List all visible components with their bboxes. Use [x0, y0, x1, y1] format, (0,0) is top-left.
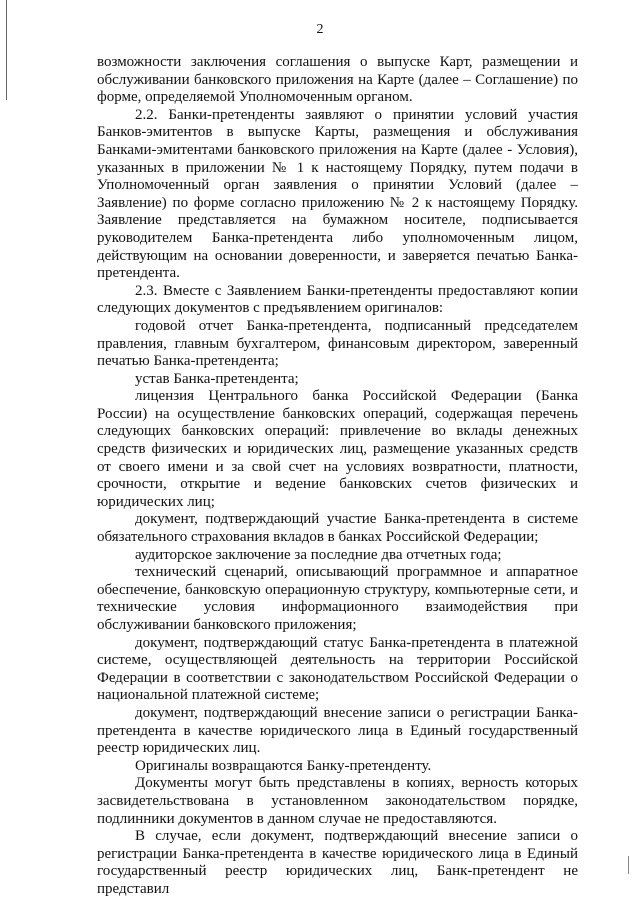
paragraph: возможности заключения соглашения о выпуске Карт, размещении и обслуживании банковского приложения на Карте (далее – Соглашение) по форме, определяемой Уполномоченным органом. [97, 54, 578, 106]
list-item-deposit-insurance: документ, подтверждающий участие Банка-претендента в системе обязательного страхования вкладов в банках Российской Федерации; [97, 511, 578, 546]
list-item-license: лицензия Центрального банка Российской Федерации (Банка России) на осуществление банковских операций, содержащая перечень следующих банковских операций: привлечение во вклады денежных средств физических и юридических лиц, размещение указанных средств от своего имени и за свой счет на условиях возвратности, платности, срочности, открытие и ведение банковских счетов физических и юридических лиц; [97, 388, 578, 510]
paragraph-2-3: 2.3. Вместе с Заявлением Банки-претенденты предоставляют копии следующих документов с предъявлением оригиналов: [97, 282, 578, 317]
list-item-tech-scenario: технический сценарий, описывающий программное и аппаратное обеспечение, банковскую операционную структуру, компьютерные сети, и технические условия информационного взаимодействия при обслуживании банковского приложения; [97, 564, 578, 633]
list-item-annual-report: годовой отчет Банка-претендента, подписанный председателем правления, главным бухгалтером, финансовым директором, заверенный печатью Банка-претендента; [97, 317, 578, 370]
page-number: 2 [316, 22, 324, 37]
document-body [97, 54, 578, 899]
paragraph-case: В случае, если документ, подтверждающий внесение записи о регистрации Банка-претендента в качестве юридического лица в Единый государственный реестр юридических лиц, Банк-претендент не представил [97, 828, 578, 897]
paragraph-2-2: 2.2. Банки-претенденты заявляют о принятии условий участия Банков-эмитентов в выпуске Карты, размещения и обслуживания Банками-эмитентами банковского приложения на Карте (далее - Условия), указанных в приложении № 1 к настоящему Порядку, путем подачи в Уполномоченный орган заявления о принятии Условий (далее – Заявление) по форме согласно приложению № 2 к настоящему Порядку. Заявление представляется на бумажном носителе, подписывается руководителем Банка-претендента либо уполномоченным лицом, действующим на основании доверенности, и заверяется печатью Банка-претендента. [97, 106, 578, 282]
paragraph-originals: Оригиналы возвращаются Банку-претенденту. [135, 757, 432, 774]
scan-mark [628, 856, 629, 874]
list-item-charter: устав Банка-претендента; [135, 370, 299, 387]
list-item-audit: аудиторское заключение за последние два отчетных года; [135, 546, 502, 563]
list-item-registration: документ, подтверждающий внесение записи о регистрации Банка-претендента в качестве юридического лица в Единый государственный реестр юридических лиц. [97, 704, 578, 757]
paragraph-copies: Документы могут быть представлены в копиях, верность которых засвидетельствована в установленном законодательством порядке, подлинники документов в данном случае не предоставляются. [97, 775, 578, 827]
margin-rule [6, 0, 7, 100]
list-item-payment-system: документ, подтверждающий статус Банка-претендента в платежной системе, осуществляющей деятельность на территории Российской Федерации в соответствии с законодательством Российской Федерации о национальной платежной системе; [97, 634, 578, 704]
